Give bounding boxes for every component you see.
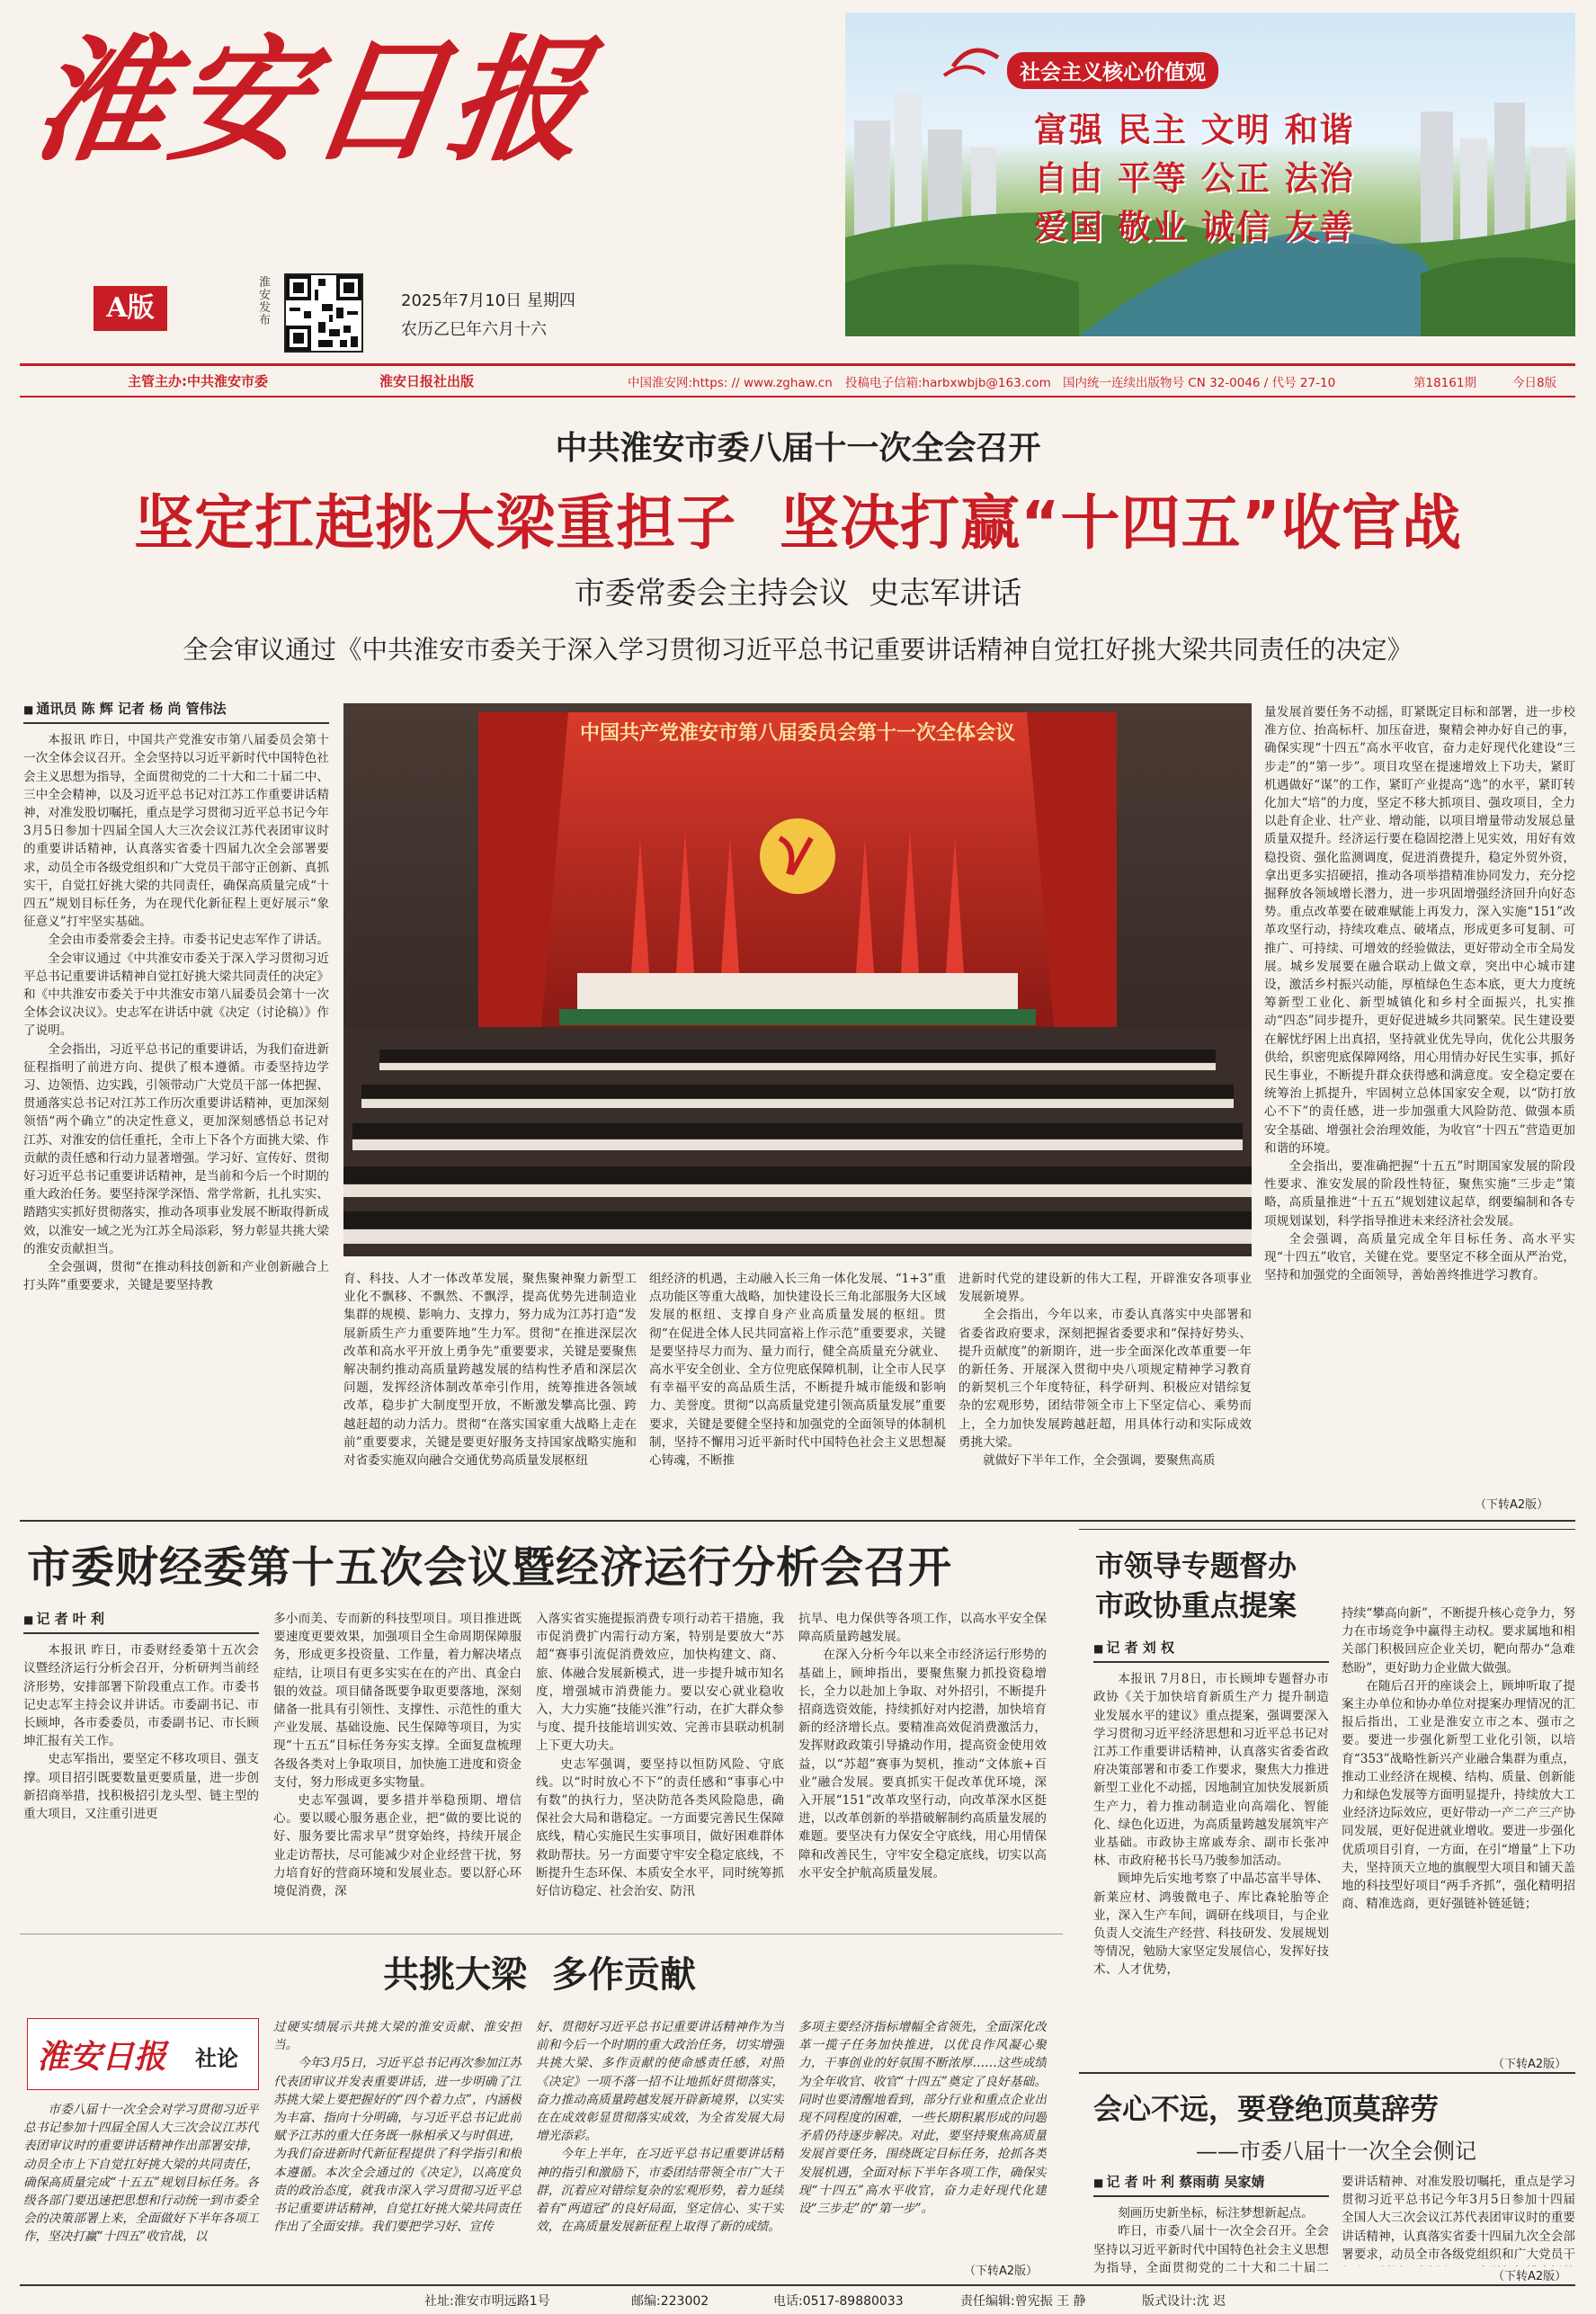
info-bar xyxy=(20,369,1575,392)
issue-number-text: 第18161期 xyxy=(1413,376,1476,390)
finance-byline: ■ 记 者 叶 利 xyxy=(23,1610,259,1634)
lead-paragraph: 全会强调，贯彻“在推动科技创新和产业创新融合上打头阵”重要要求，关键是要坚持教 xyxy=(23,1260,329,1293)
footer-rule xyxy=(20,2284,1575,2286)
footer-phone: 电话:0517-89880033 xyxy=(773,2294,904,2309)
finance-column-3 xyxy=(536,1610,784,1925)
editorial-logo: 淮安日报 xyxy=(37,2038,167,2076)
auditorium-image xyxy=(343,703,1252,1256)
supervise-paragraph: 在随后召开的座谈会上，顾坤听取了提案主办单位和协办单位对提案办理情况的汇报后指出，工业是淮安立市之本、强市之要。要进一步强化新型工业化引领，以培育“353”战略性新兴产业融合集群为重点，推动工业经济在规模、结构、质量、创新能力和绿色发展等方面明显提升，持续放大工业经济边际效应，更好带动一产二产三产协同发展，更好促进就业增收。要进一步强化优质项目引育，一方面，在引“增量”上下功夫，坚持顶天立地的旗舰型大项目和铺天盖地的科技型好项目“两手齐抓”，强化精明招商、精准选商，更好强链补链延链； xyxy=(1342,1678,1575,1912)
editorial-label: 社论 xyxy=(195,2045,238,2071)
lead-column-2 xyxy=(343,1270,637,1513)
cn-number-text: 国内统一连续出版物号 CN 32-0046 / 代号 27-10 xyxy=(1063,376,1336,390)
lunar-date: 农历乙巳年六月十六 xyxy=(401,320,547,339)
page-count-text: 今日8版 xyxy=(1512,376,1557,390)
feature-top-rule xyxy=(1079,2072,1575,2074)
supervise-column-2 xyxy=(1342,1604,1575,2054)
supervise-top-rule xyxy=(1079,1529,1575,1530)
qr-code[interactable] xyxy=(284,273,363,353)
core-values-line-1: 富强 民主 文明 和谐 xyxy=(1034,110,1355,149)
plenary-session-photo xyxy=(343,703,1252,1256)
lead-paragraph: 全会强调，高质量完成全年目标任务、高水平实现“十四五”收官，关键在党。要坚定不移全面从严治党，坚持和加强党的全面领导，善始善终推进学习教育。 xyxy=(1264,1231,1575,1283)
supervise-paragraph: 持续“攀高向新”，不断提升核心竞争力，努力在市场竞争中赢得主动权。要求属地和相关部门积极回应企业关切，靶向帮办“急难愁盼”，更好助力企业做大做强。 xyxy=(1342,1606,1575,1675)
lead-column-5 xyxy=(1264,703,1575,1495)
supervise-paragraph: 顾坤先后实地考察了中晶芯富半导体、新莱应材、鸿骏微电子、库比森轮胎等企业，深入生产车间，调研在线项目，与企业负责人交流生产经营、科技研发、发展规划等情况，勉励大家坚定发展信心，发挥好技术、人才优势， xyxy=(1093,1872,1329,1978)
lead-column-4 xyxy=(958,1270,1252,1513)
editorial-logo-box xyxy=(27,2018,259,2090)
editorial-paragraph: 今年上半年，在习近平总书记重要讲话精神的指引和激励下，市委团结带领全市广大干群，沉着应对错综复杂的宏观形势，着力延续着有“两道冠”的良好局面，坚定信心、实干实效，在高质量发展新征程上取得了新的成绩。 xyxy=(536,2147,784,2235)
lead-column-3 xyxy=(649,1270,946,1513)
finance-paragraph: 史志军指出，要坚定不移攻项目、强支撑。项目招引既要数量更要质量，进一步创新招商举措，找积极招引龙头型、链主型的重大项目，又注重引进更 xyxy=(23,1752,259,1822)
finance-paragraph: 在深入分析今年以来全市经济运行形势的基础上，顾坤指出，要聚焦聚力抓投资稳增长，全力以赴加上争取、对外招引，不断提升招商选资效能，持续抓好对内挖潜，加快培育新的经济增长点。要精准高效促消费激活力，发挥财政政策引导撬动作用，提高资金使用效益，以“苏超”赛事为契机，推动“文体旅+百业”融合发展。要真抓实干促改革优环境，深入开展“151”改革攻坚行动，向改革深水区挺进，以改革创新的举措破解制约高质量发展的难题。要坚决有力保安全守底线，用心用情保障和改善民生，守牢安全稳定底线，切实以高水平安全护航高质量发展。 xyxy=(798,1648,1047,1881)
editorial-paragraph: 今年3月5日，习近平总书记再次参加江苏代表团审议并发表重要讲话，进一步明确了江苏挑大梁上要把握好的“四个着力点”，内涵极为丰富、指向十分明确，与习近平总书记此前赋予江苏的重大任务既一脉相承又与时俱进，为我们奋进新时代新征程提供了科学指引和根本遵循。本次全会通过的《决定》，以高度负责的政治态度，就我市深入学习贯彻习近平总书记重要讲话精神，自觉扛好挑大梁共同责任作出了全面安排。我们要把学习好、宣传 xyxy=(273,2056,522,2235)
feature-continued-note[interactable]: （下转A2版） xyxy=(1493,2270,1567,2283)
website-text[interactable]: 中国淮安网:https: // www.zghaw.cn xyxy=(628,376,833,390)
finance-paragraph: 入落实省实施提振消费专项行动若干措施，我市促消费扩内需行动方案，特别是要放大“苏超”赛事引流促消费效应，加快构建文、商、旅、体融合发展新模式，进一步提升城市知名度，增强城市消费能力。要以安心就业稳收入，大力实施“技能兴淮”行动，在扩大群众参与度、提升技能培训实效、完善市县联动机制上下更大功夫。 xyxy=(536,1612,784,1754)
footer-designer: 版式设计:沈 迟 xyxy=(1142,2294,1226,2309)
feature-column-1 xyxy=(1093,2173,1329,2279)
finance-column-1 xyxy=(23,1610,259,1925)
editorial-column-1 xyxy=(23,2101,259,2277)
core-values-line-2: 自由 平等 公正 法治 xyxy=(1034,158,1355,198)
lead-paragraph: 就做好下半年工作，全会强调，要聚焦高质 xyxy=(983,1453,1216,1469)
feature-subhead: ——市委八届十一次全会侧记 xyxy=(1196,2139,1476,2164)
lead-column-1 xyxy=(23,700,329,1509)
qr-caption: 淮安发布 xyxy=(259,276,272,327)
supervise-continued-note[interactable]: （下转A2版） xyxy=(1493,2058,1567,2071)
lead-paragraph: 全会指出，要准确把握“十五五”时期国家发展的阶段性要求、淮安发展的阶段性特征，聚焦实施“三步走”策略，高质量推进“十五五”规划建议起草，纲要编制和各专项规划谋划，科学指导推进未来经济社会发展。 xyxy=(1264,1159,1575,1228)
finance-column-2 xyxy=(273,1610,522,1925)
finance-paragraph: 抗旱、电力保供等各项工作，以高水平安全保障高质量跨越发展。 xyxy=(798,1612,1047,1645)
lead-paragraph: 全会指出，今年以来，市委认真落实中央部署和省委省政府要求，深刻把握省委要求和“保持好势头、提升贡献度”的新期许，进一步全面深化改革重要一年的新任务、开展深入贯彻中央八项规定精神学习教育的新契机三个年度特征，科学研判、积极应对错综复杂的宏观形势，团结带领全市上下坚定信心、乘势而上，全力加快发展跨越赶超，用具体行动和实际成效勇挑大梁。 xyxy=(958,1308,1252,1450)
email-text[interactable]: 投稿电子信箱:harbxwbjb@163.com xyxy=(845,376,1051,390)
editorial-continued-note[interactable]: （下转A2版） xyxy=(964,2265,1039,2278)
lead-paragraph: 进新时代党的建设新的伟大工程，开辟淮安各项事业发展新境界。 xyxy=(958,1272,1252,1305)
footer xyxy=(20,2290,1575,2310)
qr-code-icon xyxy=(286,275,361,351)
masthead-title: 淮安日报 xyxy=(22,22,600,180)
core-values-banner xyxy=(845,13,1575,336)
editorial-headline: 共挑大梁 多作贡献 xyxy=(383,1953,696,1996)
info-bar-bottom-rule xyxy=(20,396,1575,398)
sponsor-text: 主管主办:中共淮安市委 xyxy=(128,373,268,389)
plenary-banner-text: 中国共产党淮安市第八届委员会第十一次全体会议 xyxy=(579,722,1015,745)
issue-date: 2025年7月10日 星期四 xyxy=(401,291,575,310)
finance-paragraph: 史志军强调，要坚持以恒防风险、守底线。以“时时放心不下”的责任感和“事事心中有数”的执行力，坚决防范各类风险隐患，确保社会大局和谐稳定。一方面要完善民生保障底线，精心实施民生实事项目，做好困难群体救助帮扶。另一方面要守牢安全稳定底线，不断提升生态环保、本质安全水平，同时统筹抓好信访稳定、社会治安、防汛 xyxy=(536,1756,784,1899)
lead-paragraph: 全会由市委常委会主持。市委书记史志军作了讲话。 xyxy=(48,933,329,948)
supervise-byline: ■ 记 者 刘 权 xyxy=(1093,1639,1329,1663)
finance-paragraph: 多小而美、专而新的科技型项目。项目推进既要速度更要效果，加强项目全生命周期保障服务，形成更多投资量、工作量，着力解决堵点症结，让项目有更多实实在在的产出、真金白银的效益。项目储备既要争取更要落地，深刻储备一批具有引领性、支撑性、示范性的重大产业发展、基础设施、民生保障等项目，为实现“十五五”目标任务夯实支撑。全面复盘梳理各级各类对上争取项目，加快施工进度和资金支付，努力形成更多实物量。 xyxy=(273,1612,522,1790)
lead-paragraph: 量发展首要任务不动摇，盯紧既定目标和部署，进一步校准方位、抬高标杆、加压奋进，聚精会神办好自己的事，确保实现“十四五”高水平收官，奋力走好现代化建设“三步走”的“第一步”。项目攻坚在提速增效上下功夫，紧盯机遇做好“谋”的工作，紧盯产业提高“选”的水平，紧盯转化加大“培”的力度，坚定不移大抓项目、强攻项目，全力以赴育企业、壮产业、增动能，以项目增量带动发展总量质量双提升。经济运行要在稳固挖潜上见实效，用好有效稳投资、强化监测调度，促进消费提升，稳定外贸外资，拿出更多实招硬招，推动各项举措精准协同发力，充分挖掘释放各领域增长潜力，进一步巩固增强经济回升向好态势。重点改革要在破难赋能上再发力，深入实施“151”改革攻坚行动，持续攻难点、破堵点，形成更多可复制、可推广、可持续、可增效的经验做法，更好带动全市全局发展。城乡发展要在融合联动上做文章，突出中心城市建设，激活乡村振兴动能，厚植绿色生态本底，更大力度统筹新型工业化、新型城镇化和乡村全面振兴，扎实推动“四态”同步提升，更好促进城乡共同繁荣。民生建设要在解忧纾困上出真招，坚持就业优先导向，优化公共服务供给，织密兜底保障网络，用心用情办好民生实事，抓好民生事业，不断提升群众获得感和满意度。安全稳定要在统筹治上抓提升，牢固树立总体国家安全观，以“防打放心不下”的责任感，进一步加强重大风险防范、做强本质安全基础、增强社会治理效能，为收官“十四五”营造更加和谐的环境。 xyxy=(1264,705,1575,1156)
lead-byline: ■ 通讯员 陈 辉 记者 杨 尚 管伟法 xyxy=(23,700,329,724)
finance-headline: 市委财经委第十五次会议暨经济运行分析会召开 xyxy=(27,1542,953,1593)
feature-paragraph: 刻画历史新坐标，标注梦想新起点。 xyxy=(1118,2206,1314,2221)
lead-subhead-1: 市委常委会主持会议 史志军讲话 xyxy=(574,576,1022,612)
editorial-paragraph: 市委八届十一次全会对学习贯彻习近平总书记参加十四届全国人大三次会议江苏代表团审议时的重要讲话精神作出部署安排，动员全市上下自觉扛好挑大梁的共同责任，确保高质量完成“十五五”规划目标任务。各级各部门要迅速把思想和行动统一到市委全会的决策部署上来，全面做好下半年各项工作，坚决打赢“十四五”收官战，以 xyxy=(23,2103,259,2245)
feature-paragraph: 昨日，市委八届十一次全会召开。全会坚持以习近平新时代中国特色社会主义思想为指导，全面贯彻党的二十大和二十届二 xyxy=(1093,2224,1329,2275)
feature-byline: ■ 记 者 叶 利 蔡雨萌 吴家婧 xyxy=(1093,2173,1329,2197)
edition-badge: A版 xyxy=(94,286,167,331)
editorial-column-3 xyxy=(536,2018,784,2277)
core-values-line-3: 爱国 敬业 诚信 友善 xyxy=(1034,207,1355,246)
supervise-headline-line-1: 市领导专题督办 xyxy=(1095,1549,1297,1583)
lead-headline: 坚定扛起挑大梁重担子 坚决打赢“十四五”收官战 xyxy=(134,488,1462,558)
editorial-paragraph: 过硬实绩展示共挑大梁的淮安贡献、淮安担当。 xyxy=(273,2020,522,2053)
lead-paragraph: 全会指出，习近平总书记的重要讲话，为我们奋进新征程指明了前进方向、提供了根本遵循。市委坚持边学习、边领悟、边实践，引领带动广大党员干部一体把握、贯通落实总书记对江苏工作历次重要讲话精神，更加深刻领悟“两个确立”的决定性意义，更加深刻感悟总书记对江苏、对淮安的信任重托，全市上下各个方面挑大梁、作贡献的责任感和行动力显著增强。学习好、宣传好、贯彻好习近平总书记重要讲话精神，是当前和今后一个时期的重大政治任务。要坚持深学深悟、常学常新，扎扎实实、踏踏实实抓好贯彻落实，推动各项事业发展不断取得新成效，以淮安一域之光为江苏全局添彩，努力彰显共挑大梁的淮安贡献担当。 xyxy=(23,1041,329,1256)
feature-column-2 xyxy=(1342,2173,1575,2266)
publisher-text: 淮安日报社出版 xyxy=(379,373,475,389)
editorial-column-4 xyxy=(798,2018,1047,2263)
finance-column-4 xyxy=(798,1610,1047,1925)
section-divider xyxy=(20,1520,1575,1522)
lead-paragraph: 育、科技、人才一体改革发展，聚焦聚神聚力新型工业化不飘移、不飘然、不飘浮，提高优势先进制造业集群的规模、影响力、支撑力，努力成为江苏打造“发展新质生产力重要阵地”生力军。贯彻“在推进深层次改革和高水平开放上勇争先”重要要求，关键是要聚焦解决制约推动高质量跨越发展的结构性矛盾和深层次问题，发挥经济体制改革牵引作用，统筹推进各领域改革，稳步扩大制度型开放，不断激发攀高比强、跨越赶超的动力活力。贯彻“在落实国家重大战略上走在前”重要要求，关键是要更好服务支持国家战略实施和对省委实施双向融合交通优势高质量发展枢纽 xyxy=(343,1272,637,1469)
footer-postcode: 邮编:223002 xyxy=(631,2294,709,2309)
core-values-heading: 社会主义核心价值观 xyxy=(1007,52,1218,89)
lead-paragraph: 组经济的机遇，主动融入长三角一体化发展、“1+3”重点功能区等重大战略，加快建设长三角北部服务大区域发展的枢纽、支撑自身产业高质量发展的枢纽。贯彻“在促进全体人民共同富裕上作示范”重要要求，关键是要坚持尽力而为、量力而行，健全高质量充分就业、高水平安全创业、全方位兜底保障机制，让全市人民享有幸福平安的高品质生活，不断提升城市能级和影响力、美誉度。贯彻“以高质量党建引领高质量发展”重要要求，关键是要健全坚持和加强党的全面领导的体制机制，坚持不懈用习近平新时代中国特色社会主义思想凝心铸魂，不断推 xyxy=(649,1272,946,1469)
lead-subhead-2: 全会审议通过《中共淮安市委关于深入学习贯彻习近平总书记重要讲话精神自觉扛好挑大梁共同责任的决定》 xyxy=(182,635,1413,665)
supervise-paragraph: 本报讯 7月8日，市长顾坤专题督办市政协《关于加快培育新质生产力 提升制造业发展水平的建议》重点提案，强调要深入学习贯彻习近平经济思想和习近平总书记对江苏工作重要讲话精神，认真落实省委省政府决策部署和市委工作要求，聚焦大力推进新型工业化不动摇，因地制宜加快发展新质生产力，着力推动制造业向高端化、智能化、绿色化迈进，为高质量跨越发展筑牢产业基础。市政协主席戚寿余、副市长张冲林、市政府秘书长马乃骏参加活动。 xyxy=(1093,1672,1329,1869)
footer-editor: 责任编辑:曾宪振 王 静 xyxy=(960,2294,1086,2309)
editorial-column-2 xyxy=(273,2018,522,2277)
lead-kicker: 中共淮安市委八届十一次全会召开 xyxy=(555,429,1041,467)
feature-paragraph: 要讲话精神、对准发股切嘱托，重点是学习贯彻习近平总书记今年3月5日参加十四届全国人大三次会议江苏代表团审议时的重要讲话精神，认真落实省委十四届九次全会部署要求，动员全市各级党组织和广大党员干 xyxy=(1342,2175,1575,2262)
lead-paragraph: 本报讯 昨日，中国共产党淮安市第八届委员会第十一次全体会议召开。全会坚持以习近平新时代中国特色社会主义思想为指导，全面贯彻党的二十大和二十届二中、三中全会精神，以及习近平总书记对江苏工作重要讲话精神，对准发股切嘱托，重点是学习贯彻习近平总书记今年3月5日参加十四届全国人大三次会议江苏代表团审议时的重要讲话精神，认真落实省委十四届九次全会部署要求，动员全市各级党组织和广大党员干部守正创新、真抓实干，自觉扛好挑大梁的共同责任，确保高质量完成“十四五”规划目标任务，为在现代化新征程上更好展示“象征意义”打牢坚实基础。 xyxy=(23,733,329,930)
supervise-column-1 xyxy=(1093,1639,1329,2067)
lead-paragraph: 全会审议通过《中共淮安市委关于深入学习贯彻习近平总书记重要讲话精神自觉扛好挑大梁共同责任的决定》和《中共淮安市委关于中共淮安市第八届委员会第十一次全体会议决议》。史志军在讲话中就《决定（讨论稿）》作了说明。 xyxy=(23,951,329,1039)
footer-address: 社址:淮安市明远路1号 xyxy=(424,2294,550,2309)
editorial-paragraph: 多项主要经济指标增幅全省领先，全面深化改革一揽子任务加快推进，以优良作风凝心聚力，干事创业的好氛围不断浓厚……这些成绩为全年收官、收官“十四五”奠定了良好基础。同时也要清醒地看到，部分行业和重点企业出现不同程度的困难，一些长期积累形成的问题矛盾仍待逐步解决。对此，要坚持聚焦高质量发展首要任务，围绕既定目标任务，抢抓各类发展机遇，全面对标下半年各项工作，确保实现“十四五”高水平收官，奋力走好现代化建设“三步走”的“第一步”。 xyxy=(798,2020,1047,2217)
editorial-paragraph: 好、贯彻好习近平总书记重要讲话精神作为当前和今后一个时期的重大政治任务，切实增强共挑大梁、多作贡献的使命感责任感，对照《决定》一项不落一招不让地抓好贯彻落实，奋力推动高质量跨越发展开辟新境界，以实实在在成效彰显贯彻落实成效，为全省发展大局增光添彩。 xyxy=(536,2020,784,2144)
info-bar-top-rule xyxy=(20,363,1575,366)
feature-headline: 会心不远，要登绝顶莫辞劳 xyxy=(1093,2092,1440,2126)
lead-continued-note[interactable]: （下转A2版） xyxy=(1475,1498,1549,1512)
finance-paragraph: 史志军强调，要多措并举稳预期、增信心。要以暖心服务惠企业，把“做的要比说的好、服务要比需求早”贯穿始终，持续开展企业走访帮扶，尽可能减少对企业经营干扰，努力培育好的营商环境和发展业态。要以舒心环境促消费，深 xyxy=(273,1793,522,1899)
finance-paragraph: 本报讯 昨日，市委财经委第十五次会议暨经济运行分析会召开，分析研判当前经济形势，安排部署下阶段重点工作。市委书记史志军主持会议并讲话。市委副书记、市长顾坤，各市委委员，市委副书记、市长顾坤汇报有关工作。 xyxy=(23,1643,259,1749)
supervise-headline-line-2: 市政协重点提案 xyxy=(1095,1588,1297,1622)
